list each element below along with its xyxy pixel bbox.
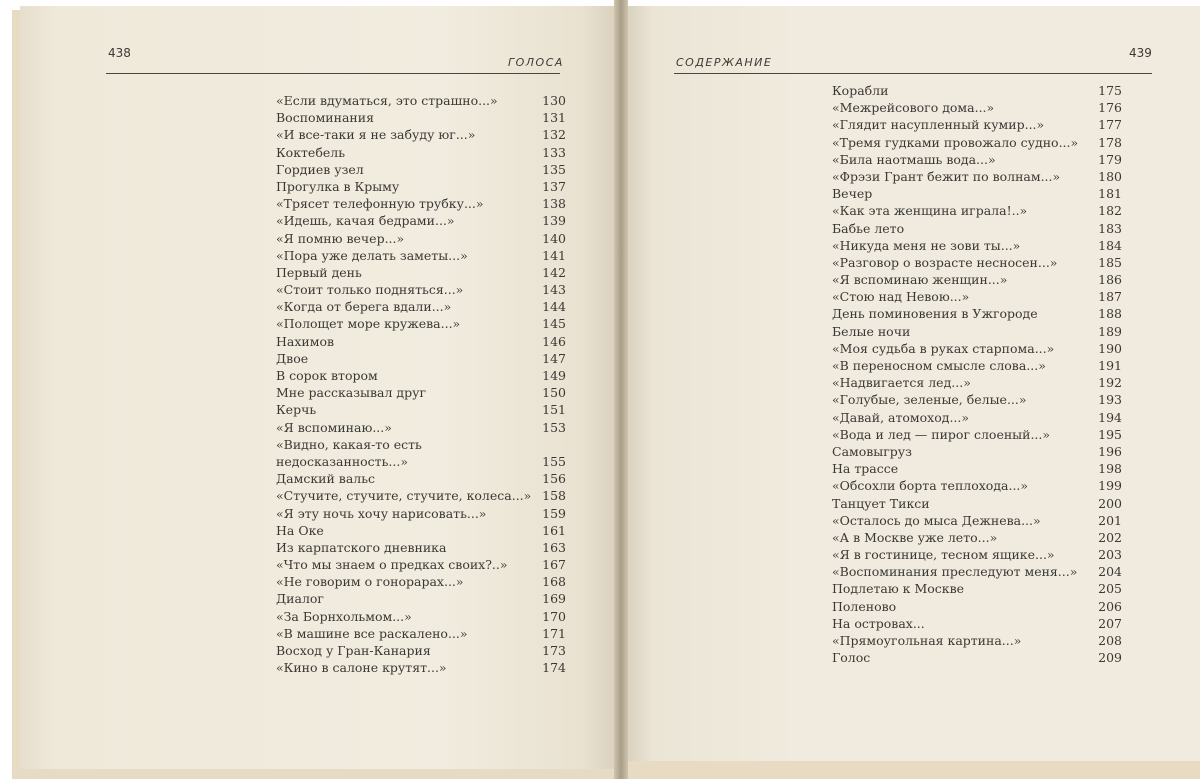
entry-title: Диалог bbox=[276, 591, 324, 607]
contents-entry bbox=[276, 350, 566, 367]
entry-title: «Межрейсового дома...» bbox=[832, 100, 995, 116]
entry-page-number: 187 bbox=[1098, 289, 1122, 305]
entry-page-number: 139 bbox=[542, 213, 566, 229]
entry-page-number: 204 bbox=[1098, 564, 1122, 580]
contents-entry bbox=[276, 573, 566, 590]
entry-page-number: 169 bbox=[542, 591, 566, 607]
contents-entry bbox=[276, 522, 566, 539]
entry-title: Танцует Тикси bbox=[832, 495, 930, 511]
contents-entry bbox=[276, 539, 566, 556]
contents-entry bbox=[276, 195, 566, 212]
entry-title: «Глядит насупленный кумир...» bbox=[832, 117, 1045, 133]
entry-page-number: 163 bbox=[542, 539, 566, 555]
book-gutter bbox=[614, 0, 628, 779]
entry-page-number: 206 bbox=[1098, 598, 1122, 614]
entry-page-number: 130 bbox=[542, 93, 566, 108]
entry-page-number: 177 bbox=[1098, 117, 1122, 133]
contents-entry bbox=[832, 151, 1122, 168]
contents-entry bbox=[276, 144, 566, 161]
entry-page-number: 168 bbox=[542, 574, 566, 590]
entry-title: «Когда от берега вдали...» bbox=[276, 299, 452, 315]
contents-entry bbox=[832, 409, 1122, 426]
entry-page-number: 140 bbox=[542, 230, 566, 246]
entry-page-number: 161 bbox=[542, 522, 566, 538]
entry-title: «Фрэзи Грант бежит по волнам...» bbox=[832, 168, 1061, 184]
entry-page-number: 141 bbox=[542, 247, 566, 263]
entry-page-number: 192 bbox=[1098, 375, 1122, 391]
entry-title: «За Борнхольмом...» bbox=[276, 608, 412, 624]
entry-page-number: 138 bbox=[542, 196, 566, 212]
contents-entry bbox=[832, 477, 1122, 494]
contents-entry bbox=[832, 202, 1122, 219]
entry-page-number: 145 bbox=[542, 316, 566, 332]
entry-title: Бабье лето bbox=[832, 220, 905, 236]
contents-entry bbox=[832, 305, 1122, 322]
entry-title: «Я в гостинице, тесном ящике...» bbox=[832, 547, 1055, 563]
entry-page-number: 181 bbox=[1098, 186, 1122, 202]
entry-page-number: 205 bbox=[1098, 581, 1122, 597]
entry-title: Двое bbox=[276, 350, 309, 366]
contents-entry bbox=[276, 625, 566, 642]
contents-entry bbox=[832, 134, 1122, 151]
entry-title: «Видно, какая-то есть bbox=[276, 436, 422, 452]
entry-page-number: 199 bbox=[1098, 478, 1122, 494]
entry-page-number: 193 bbox=[1098, 392, 1122, 408]
entry-title: «Стоит только подняться...» bbox=[276, 282, 464, 298]
entry-title: «Голубые, зеленые, белые...» bbox=[832, 392, 1027, 408]
entry-page-number: 151 bbox=[542, 402, 566, 418]
contents-entry bbox=[832, 632, 1122, 649]
entry-page-number: 186 bbox=[1098, 272, 1122, 288]
contents-entry bbox=[832, 495, 1122, 512]
contents-entry bbox=[832, 82, 1122, 99]
contents-entry bbox=[832, 426, 1122, 443]
entry-page-number: 182 bbox=[1098, 203, 1122, 219]
contents-entry bbox=[832, 598, 1122, 615]
entry-title: «Я эту ночь хочу нарисовать...» bbox=[276, 505, 487, 521]
entry-title: Корабли bbox=[832, 83, 889, 98]
entry-title: Мне рассказывал друг bbox=[276, 385, 426, 401]
right-page-number: 439 bbox=[1129, 46, 1152, 60]
entry-title: «Давай, атомоход...» bbox=[832, 409, 970, 425]
entry-title: «Тремя гудками провожало судно...» bbox=[832, 134, 1079, 150]
right-running-head: СОДЕРЖАНИЕ bbox=[676, 56, 773, 69]
entry-title: Подлетаю к Москве bbox=[832, 581, 965, 597]
contents-entry bbox=[832, 374, 1122, 391]
right-contents-list bbox=[832, 82, 1122, 666]
contents-entry bbox=[276, 126, 566, 143]
contents-entry bbox=[832, 580, 1122, 597]
entry-title: Вечер bbox=[832, 186, 873, 202]
contents-entry bbox=[276, 367, 566, 384]
contents-entry bbox=[832, 185, 1122, 202]
entry-title: «Обсохли борта теплохода...» bbox=[832, 478, 1029, 494]
entry-title: Дамский вальс bbox=[276, 471, 376, 487]
entry-title: «А в Москве уже лето...» bbox=[832, 529, 998, 545]
right-header-rule bbox=[674, 73, 1152, 74]
entry-page-number: 185 bbox=[1098, 254, 1122, 270]
entry-title: «Я вспоминаю женщин...» bbox=[832, 272, 1008, 288]
entry-page-number: 195 bbox=[1098, 426, 1122, 442]
entry-title: Восход у Гран-Канария bbox=[276, 643, 431, 658]
contents-entry bbox=[276, 109, 566, 126]
entry-title: «В машине все раскалено...» bbox=[276, 625, 468, 641]
entry-title: «И все-таки я не забуду юг...» bbox=[276, 127, 476, 143]
entry-page-number: 170 bbox=[542, 608, 566, 624]
entry-page-number: 180 bbox=[1098, 168, 1122, 184]
contents-entry bbox=[832, 323, 1122, 340]
contents-entry bbox=[276, 556, 566, 573]
entry-title: «Не говорим о гонорарах...» bbox=[276, 574, 464, 590]
contents-entry bbox=[276, 298, 566, 315]
entry-title: «Трясет телефонную трубку...» bbox=[276, 196, 484, 212]
contents-entry bbox=[276, 419, 566, 436]
contents-entry bbox=[276, 659, 566, 676]
entry-title: Керчь bbox=[276, 402, 317, 418]
entry-page-number: 198 bbox=[1098, 461, 1122, 477]
left-contents-list bbox=[276, 92, 566, 676]
entry-title: В сорок втором bbox=[276, 368, 378, 383]
contents-entry bbox=[832, 546, 1122, 563]
entry-title: Нахимов bbox=[276, 333, 335, 349]
entry-title: недосказанность...» bbox=[276, 453, 408, 469]
entry-title: Гордиев узел bbox=[276, 161, 364, 177]
contents-entry bbox=[832, 649, 1122, 666]
entry-title: На Оке bbox=[276, 522, 324, 538]
contents-entry bbox=[276, 247, 566, 264]
contents-entry bbox=[832, 615, 1122, 632]
left-running-head: ГОЛОСА bbox=[508, 56, 564, 69]
entry-title: День поминовения в Ужгороде bbox=[832, 306, 1038, 322]
contents-entry bbox=[832, 254, 1122, 271]
contents-entry bbox=[276, 281, 566, 298]
contents-entry bbox=[276, 642, 566, 659]
entry-page-number: 203 bbox=[1098, 547, 1122, 563]
contents-entry bbox=[276, 178, 566, 195]
entry-page-number: 147 bbox=[542, 350, 566, 366]
contents-entry bbox=[276, 384, 566, 401]
contents-entry bbox=[832, 237, 1122, 254]
entry-page-number: 158 bbox=[542, 488, 566, 504]
entry-title: На островах... bbox=[832, 615, 925, 631]
contents-entry bbox=[832, 288, 1122, 305]
left-page-number: 438 bbox=[108, 46, 131, 60]
entry-page-number: 194 bbox=[1098, 409, 1122, 425]
entry-title: Из карпатского дневника bbox=[276, 539, 447, 555]
entry-title: На трассе bbox=[832, 461, 899, 477]
entry-page-number: 208 bbox=[1098, 633, 1122, 648]
entry-title: «Прямоугольная картина...» bbox=[832, 633, 1022, 648]
entry-page-number: 191 bbox=[1098, 358, 1122, 373]
entry-page-number: 150 bbox=[542, 385, 566, 401]
entry-page-number: 167 bbox=[542, 557, 566, 573]
contents-entry bbox=[832, 99, 1122, 116]
contents-entry bbox=[832, 443, 1122, 460]
entry-title: «Никуда меня не зови ты...» bbox=[832, 237, 1021, 253]
entry-page-number: 176 bbox=[1098, 100, 1122, 116]
contents-entry bbox=[832, 271, 1122, 288]
entry-page-number: 173 bbox=[542, 643, 566, 658]
entry-page-number: 200 bbox=[1098, 495, 1122, 511]
contents-entry bbox=[832, 563, 1122, 580]
entry-title: «Стучите, стучите, стучите, колеса...» bbox=[276, 488, 532, 504]
entry-title: Самовыгруз bbox=[832, 443, 912, 459]
entry-title: «В переносном смысле слова...» bbox=[832, 358, 1046, 373]
entry-page-number: 156 bbox=[542, 471, 566, 487]
contents-entry bbox=[276, 161, 566, 178]
entry-title: «Что мы знаем о предках своих?..» bbox=[276, 557, 508, 573]
entry-title: Голос bbox=[832, 650, 871, 666]
contents-entry bbox=[832, 340, 1122, 357]
contents-entry bbox=[832, 116, 1122, 133]
contents-entry bbox=[276, 436, 566, 453]
entry-title: Белые ночи bbox=[832, 323, 911, 339]
entry-page-number: 137 bbox=[542, 178, 566, 194]
entry-page-number: 201 bbox=[1098, 512, 1122, 528]
contents-entry bbox=[276, 487, 566, 504]
entry-title: Первый день bbox=[276, 264, 362, 280]
contents-entry bbox=[832, 357, 1122, 374]
contents-entry bbox=[832, 220, 1122, 237]
entry-title: «Пора уже делать заметы...» bbox=[276, 247, 468, 263]
entry-page-number: 202 bbox=[1098, 529, 1122, 545]
entry-page-number: 209 bbox=[1098, 650, 1122, 666]
contents-entry bbox=[276, 92, 566, 109]
entry-title: «Вода и лед — пирог слоеный...» bbox=[832, 426, 1051, 442]
entry-title: «Если вдуматься, это страшно...» bbox=[276, 93, 498, 108]
entry-page-number: 153 bbox=[542, 419, 566, 435]
contents-entry bbox=[276, 264, 566, 281]
entry-title: Коктебель bbox=[276, 144, 345, 160]
contents-entry bbox=[276, 453, 566, 470]
entry-page-number: 135 bbox=[542, 161, 566, 177]
entry-page-number: 175 bbox=[1098, 83, 1122, 98]
contents-entry bbox=[832, 460, 1122, 477]
entry-page-number: 159 bbox=[542, 505, 566, 521]
entry-title: «Воспоминания преследуют меня...» bbox=[832, 564, 1078, 580]
contents-entry bbox=[276, 333, 566, 350]
entry-page-number: 144 bbox=[542, 299, 566, 315]
entry-title: «Моя судьба в руках старпома...» bbox=[832, 340, 1055, 356]
entry-title: «Разговор о возрасте несносен...» bbox=[832, 254, 1058, 270]
contents-entry bbox=[832, 529, 1122, 546]
entry-page-number: 184 bbox=[1098, 237, 1122, 253]
contents-entry bbox=[276, 401, 566, 418]
entry-page-number: 133 bbox=[542, 144, 566, 160]
contents-entry bbox=[832, 512, 1122, 529]
entry-title: «Надвигается лед...» bbox=[832, 375, 971, 391]
entry-title: «Я помню вечер...» bbox=[276, 230, 405, 246]
contents-entry bbox=[276, 470, 566, 487]
entry-page-number: 131 bbox=[542, 110, 566, 126]
entry-title: «Кино в салоне крутят...» bbox=[276, 660, 447, 676]
entry-title: Прогулка в Крыму bbox=[276, 178, 400, 194]
entry-page-number: 146 bbox=[542, 333, 566, 349]
entry-page-number: 178 bbox=[1098, 134, 1122, 150]
entry-page-number: 155 bbox=[542, 453, 566, 469]
entry-page-number: 171 bbox=[542, 625, 566, 641]
entry-page-number: 188 bbox=[1098, 306, 1122, 322]
entry-title: «Осталось до мыса Дежнева...» bbox=[832, 512, 1041, 528]
entry-title: Воспоминания bbox=[276, 110, 374, 126]
entry-page-number: 196 bbox=[1098, 443, 1122, 459]
entry-title: «Я вспоминаю...» bbox=[276, 419, 392, 435]
entry-title: «Идешь, качая бедрами...» bbox=[276, 213, 455, 229]
contents-entry bbox=[276, 590, 566, 607]
entry-title: «Стою над Невою...» bbox=[832, 289, 970, 305]
entry-page-number: 179 bbox=[1098, 151, 1122, 167]
entry-title: «Била наотмашь вода...» bbox=[832, 151, 996, 167]
entry-page-number: 149 bbox=[542, 368, 566, 383]
entry-page-number: 183 bbox=[1098, 220, 1122, 236]
entry-title: «Как эта женщина играла!..» bbox=[832, 203, 1028, 219]
entry-title: Поленово bbox=[832, 598, 897, 614]
entry-title: «Полощет море кружева...» bbox=[276, 316, 461, 332]
left-header-rule bbox=[106, 73, 560, 74]
entry-page-number: 142 bbox=[542, 264, 566, 280]
entry-page-number: 207 bbox=[1098, 615, 1122, 631]
contents-entry bbox=[832, 168, 1122, 185]
contents-entry bbox=[276, 608, 566, 625]
entry-page-number: 189 bbox=[1098, 323, 1122, 339]
contents-entry bbox=[276, 230, 566, 247]
contents-entry bbox=[832, 391, 1122, 408]
entry-page-number: 132 bbox=[542, 127, 566, 143]
contents-entry bbox=[276, 505, 566, 522]
contents-entry bbox=[276, 212, 566, 229]
entry-page-number: 143 bbox=[542, 282, 566, 298]
contents-entry bbox=[276, 315, 566, 332]
entry-page-number: 190 bbox=[1098, 340, 1122, 356]
entry-page-number: 174 bbox=[542, 660, 566, 676]
